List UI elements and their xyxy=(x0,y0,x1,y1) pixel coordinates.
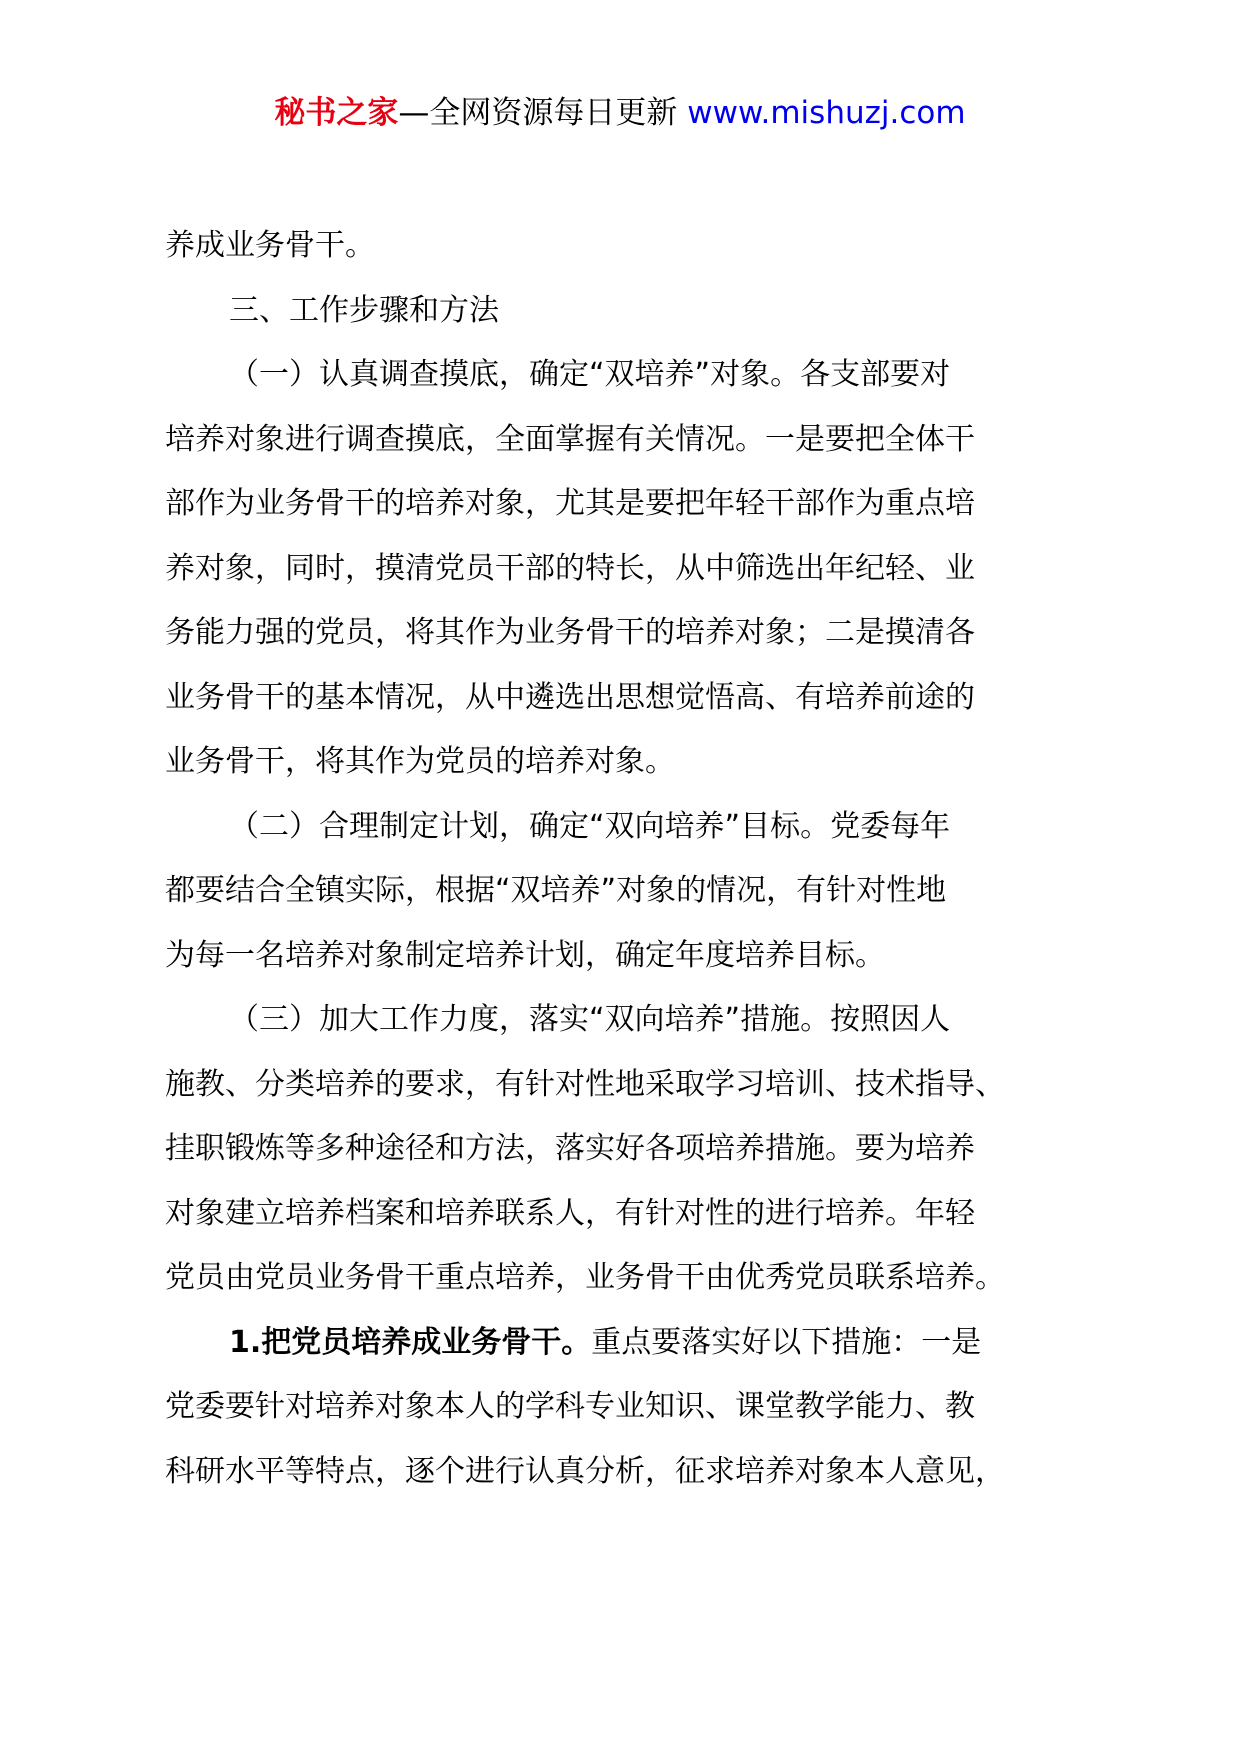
text-line: 养对象，同时，摸清党员干部的特长，从中筛选出年纪轻、业 xyxy=(165,550,975,586)
subheading-bold: 1.把党员培养成业务骨干。 xyxy=(229,1324,592,1360)
site-url-link[interactable]: www.mishuzj.com xyxy=(687,95,966,131)
site-header xyxy=(0,93,1240,133)
text-line: 科研水平等特点，逐个进行认真分析，征求培养对象本人意见， xyxy=(165,1453,1005,1489)
text-line: 党委要针对培养对象本人的学科专业知识、课堂教学能力、教 xyxy=(165,1389,975,1424)
text-line: 培养对象进行调查摸底，全面掌握有关情况。一是要把全体干 xyxy=(165,421,975,457)
text-line: 挂职锻炼等多种途径和方法，落实好各项培养措施。要为培养 xyxy=(165,1131,975,1166)
text-line: 养成业务骨干。 xyxy=(165,228,375,263)
site-brand[interactable]: 秘书之家 xyxy=(274,95,399,131)
text-line: 为每一名培养对象制定培养计划，确定年度培养目标。 xyxy=(165,937,885,973)
text-line: 务能力强的党员，将其作为业务骨干的培养对象；二是摸清各 xyxy=(165,615,975,650)
text-line: 业务骨干，将其作为党员的培养对象。 xyxy=(165,744,675,779)
text-line: 部作为业务骨干的培养对象，尤其是要把年轻干部作为重点培 xyxy=(165,486,975,521)
text-line: （三）加大工作力度，落实“双向培养”措施。按照因人 xyxy=(229,1002,951,1037)
text-run: 重点要落实好以下措施：一是 xyxy=(591,1324,982,1360)
text-line: 党员由党员业务骨干重点培养，业务骨干由优秀党员联系培养。 xyxy=(165,1260,1005,1295)
text-line: （二）合理制定计划，确定“双向培养”目标。党委每年 xyxy=(229,808,951,844)
text-line xyxy=(165,1311,1105,1376)
section-heading: 三、工作步骤和方法 xyxy=(229,292,499,328)
text-line: 对象建立培养档案和培养联系人，有针对性的进行培养。年轻 xyxy=(165,1195,975,1231)
text-line: 施教、分类培养的要求，有针对性地采取学习培训、技术指导、 xyxy=(165,1066,1005,1102)
text-line: （一）认真调查摸底，确定“双培养”对象。各支部要对 xyxy=(229,357,951,392)
site-tagline: —全网资源每日更新 xyxy=(398,95,688,131)
document-body xyxy=(165,214,1105,1504)
text-line: 都要结合全镇实际，根据“双培养”对象的情况，有针对性地 xyxy=(165,873,947,908)
text-line: 业务骨干的基本情况，从中遴选出思想觉悟高、有培养前途的 xyxy=(165,679,975,715)
